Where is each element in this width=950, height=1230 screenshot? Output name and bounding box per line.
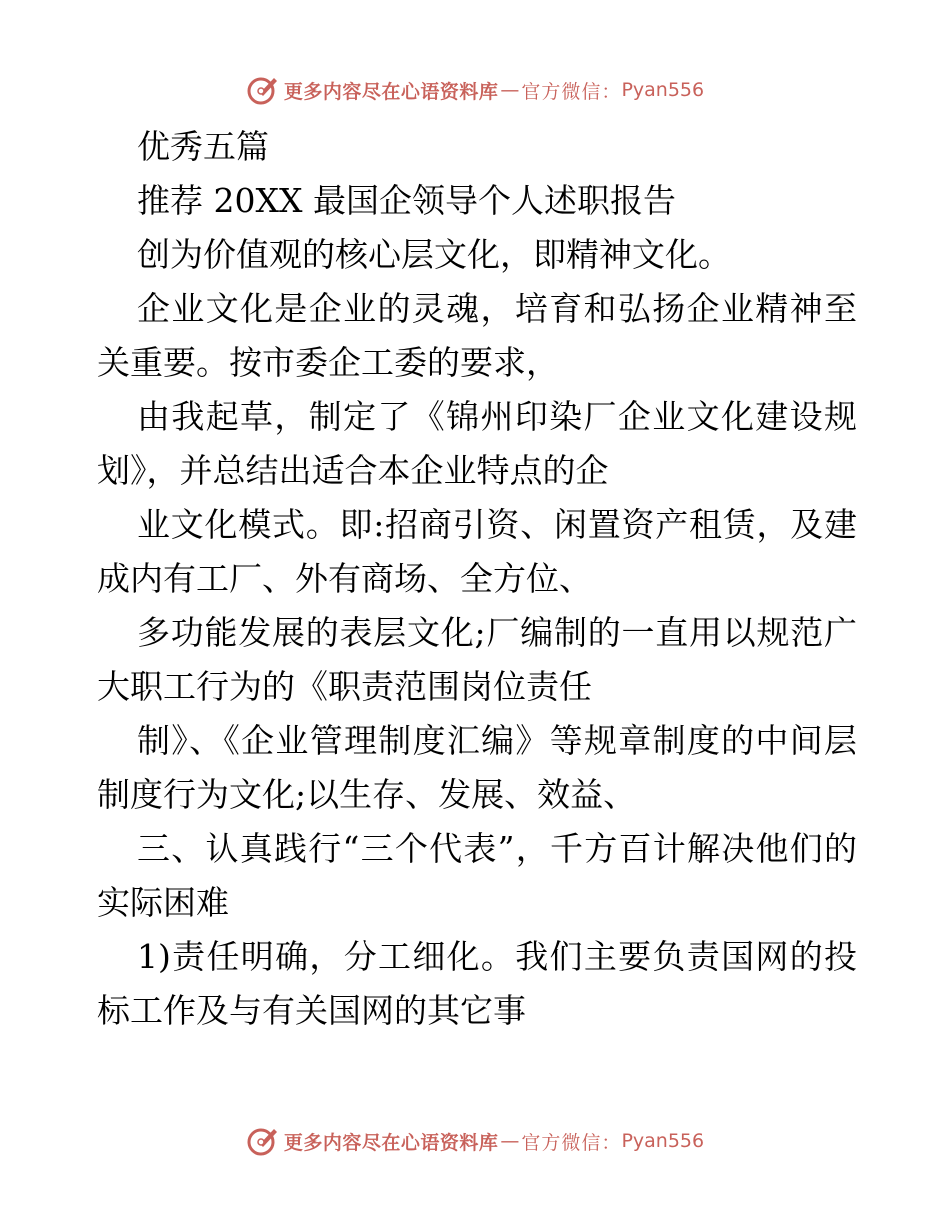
header-watermark <box>0 70 950 110</box>
doc-paragraph: 业文化模式。即:招商引资、闲置资产租赁，及建成内有工厂、外有商场、全方位、 <box>97 505 857 598</box>
doc-paragraph: 创为价值观的核心层文化，即精神文化。 <box>137 235 731 274</box>
watermark-wechat-id: Pyan556 <box>621 1130 705 1152</box>
doc-paragraph: 制》、《企业管理制度汇编》等规章制度的中间层制度行为文化;以生存、发展、效益、 <box>97 721 857 814</box>
watermark-library-text: 更多内容尽在心语资料库 <box>283 1131 499 1154</box>
watermark-separator: — <box>500 1130 520 1152</box>
pen-nib-circle-icon <box>246 1124 280 1158</box>
doc-paragraph: 企业文化是企业的灵魂，培育和弘扬企业精神至关重要。按市委企工委的要求， <box>97 289 857 382</box>
watermark-separator: — <box>500 79 520 101</box>
doc-paragraph: 三、认真践行“三个代表”，千方百计解决他们的实际困难 <box>97 829 857 922</box>
doc-paragraph: 推荐 20XX 最国企领导个人述职报告 <box>137 181 676 220</box>
doc-paragraph: 1)责任明确，分工细化。我们主要负责国网的投标工作及与有关国网的其它事 <box>97 937 857 1030</box>
document-body <box>97 120 857 1038</box>
pen-nib-circle-icon <box>246 73 280 107</box>
doc-paragraph: 优秀五篇 <box>137 127 269 166</box>
doc-paragraph: 多功能发展的表层文化;厂编制的一直用以规范广大职工行为的《职责范围岗位责任 <box>97 613 857 706</box>
watermark-wechat-id: Pyan556 <box>621 79 705 101</box>
doc-paragraph: 由我起草，制定了《锦州印染厂企业文化建设规划》，并总结出适合本企业特点的企 <box>97 397 857 490</box>
footer-watermark <box>0 1121 950 1161</box>
watermark-official-text: 官方微信： <box>521 80 622 103</box>
watermark-official-text: 官方微信： <box>521 1131 622 1154</box>
watermark-library-text: 更多内容尽在心语资料库 <box>283 80 499 103</box>
